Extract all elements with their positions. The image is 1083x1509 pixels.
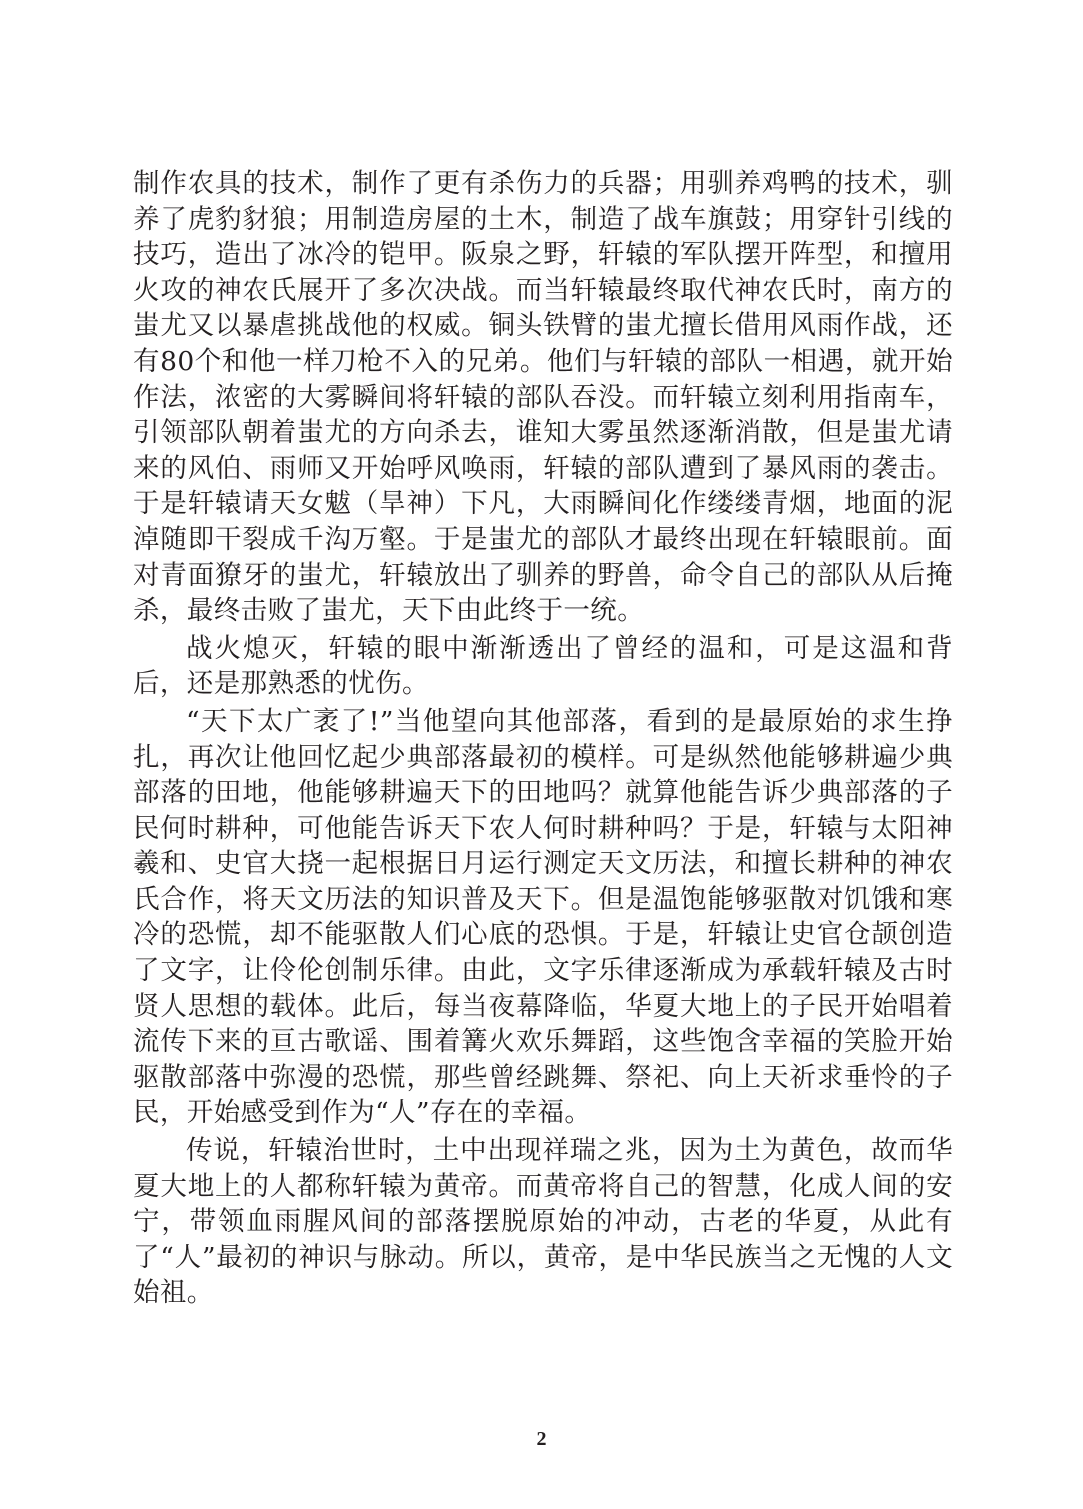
page-number: 2: [536, 1428, 547, 1450]
paragraph-2: 战火熄灭，轩辕的眼中渐渐透出了曾经的温和，可是这温和背后，还是那熟悉的忧伤。: [133, 632, 953, 700]
paragraph-3: “天下太广袤了!”当他望向其他部落，看到的是最原始的求生挣扎，再次让他回忆起少典部落最初的模样。可是纵然他能够耕遍少典部落的田地，他能够耕遍天下的田地吗？就算他能告诉少典部落的子民何时耕种，可他能告诉天下农人何时耕种吗？于是，轩辕与太阳神羲和、史官大挠一起根据日月运行测定天文历法，和擅长耕种的神农氏合作，将天文历法的知识普及天下。但是温饱能够驱散对饥饿和寒冷的恐慌，却不能驱散人们心底的恐惧。于是，轩辕让史官仓颉创造了文字，让伶伦创制乐律。由此，文字乐律逐渐成为承载轩辕及古时贤人思想的载体。此后，每当夜幕降临，华夏大地上的子民开始唱着流传下来的亘古歌谣、围着篝火欢乐舞蹈，这些饱含幸福的笑脸开始驱散部落中弥漫的恐慌，那些曾经跳舞、祭祀、向上天祈求垂怜的子民，开始感受到作为“人”存在的幸福。: [133, 705, 953, 1129]
paragraph-1: 制作农具的技术，制作了更有杀伤力的兵器；用驯养鸡鸭的技术，驯养了虎豹豺狼；用制造房屋的土木，制造了战车旗鼓；用穿针引线的技巧，造出了冰冷的铠甲。阪泉之野，轩辕的军队摆开阵型，和擅用火攻的神农氏展开了多次决战。而当轩辕最终取代神农氏时，南方的蚩尤又以暴虐挑战他的权威。铜头铁臂的蚩尤擅长借用风雨作战，还有80个和他一样刀枪不入的兄弟。他们与轩辕的部队一相遇，就开始作法，浓密的大雾瞬间将轩辕的部队吞没。而轩辕立刻利用指南车，引领部队朝着蚩尤的方向杀去，谁知大雾虽然逐渐消散，但是蚩尤请来的风伯、雨师又开始呼风唤雨，轩辕的部队遭到了暴风雨的袭击。于是轩辕请天女魃（旱神）下凡，大雨瞬间化作缕缕青烟，地面的泥淖随即干裂成千沟万壑。于是蚩尤的部队才最终出现在轩辕眼前。面对青面獠牙的蚩尤，轩辕放出了驯养的野兽，命令自己的部队从后掩杀，最终击败了蚩尤，天下由此终于一统。: [133, 168, 953, 627]
page-body: [133, 166, 953, 1311]
paragraph-4: 传说，轩辕治世时，土中出现祥瑞之兆，因为土为黄色，故而华夏大地上的人都称轩辕为黄帝。而黄帝将自己的智慧，化成人间的安宁，带领血雨腥风间的部落摆脱原始的冲动，古老的华夏，从此有了“人”最初的神识与脉动。所以，黄帝，是中华民族当之无愧的人文始祖。: [133, 1135, 953, 1309]
